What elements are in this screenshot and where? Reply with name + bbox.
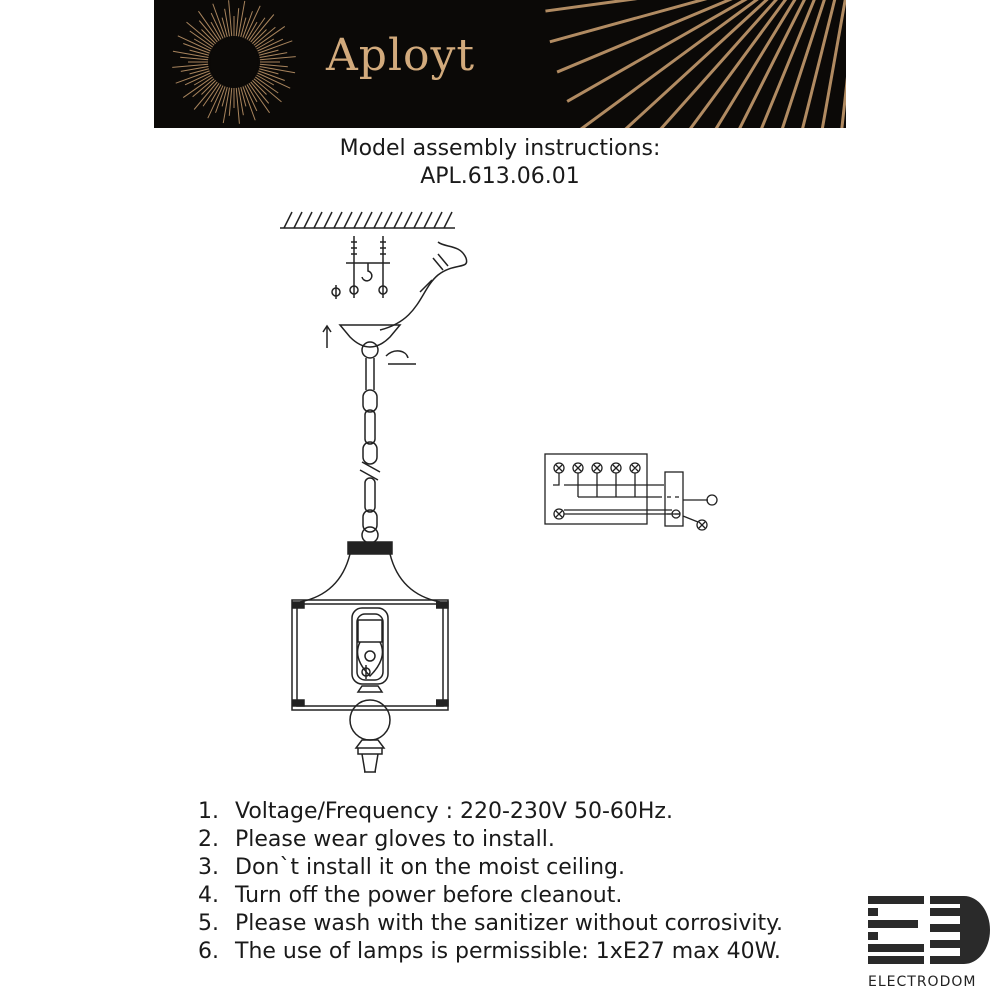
finial [350, 686, 390, 772]
wiring-diagram [540, 450, 730, 540]
lamp-frame [292, 542, 448, 710]
list-item: 6. The use of lamps is permissible: 1xE27 max 40W. [198, 939, 781, 964]
instructions-list [198, 798, 783, 966]
up-arrow-icon [323, 326, 331, 348]
brand-name: Aployt [326, 30, 476, 81]
list-item: 2. Please wear gloves to install. [198, 827, 555, 852]
chain [360, 358, 380, 543]
electrodom-logo [868, 896, 992, 990]
note-text: Turn off the power before cleanout. [235, 883, 623, 908]
canopy [340, 325, 416, 364]
ceiling-hatch [280, 212, 455, 228]
note-text: The use of lamps is permissible: 1xE27 max 40W. [235, 939, 781, 964]
note-text: Voltage/Frequency : 220-230V 50-60Hz. [235, 799, 673, 824]
assembly-drawing [270, 200, 490, 780]
page-title: Model assembly instructions: [339, 136, 661, 161]
list-item: 3. Don`t install it on the moist ceiling. [198, 855, 625, 880]
brand-banner [154, 0, 846, 128]
wires [380, 242, 467, 330]
list-item: 5. Please wash with the sanitizer without corrosivity. [198, 911, 784, 936]
mounting-bracket [346, 236, 390, 298]
sunburst-decoration [154, 0, 846, 128]
note-text: Please wear gloves to install. [235, 827, 555, 852]
rotate-icon [332, 285, 340, 299]
note-text: Please wash with the sanitizer without corrosivity. [235, 911, 784, 936]
list-item: 1. Voltage/Frequency : 220-230V 50-60Hz. [198, 799, 673, 824]
ed-logo-icon [868, 896, 990, 968]
note-text: Don`t install it on the moist ceiling. [235, 855, 625, 880]
list-item: 4. Turn off the power before cleanout. [198, 883, 623, 908]
electrodom-label: ELECTRODOM [868, 974, 977, 990]
model-number: APL.613.06.01 [420, 164, 580, 189]
